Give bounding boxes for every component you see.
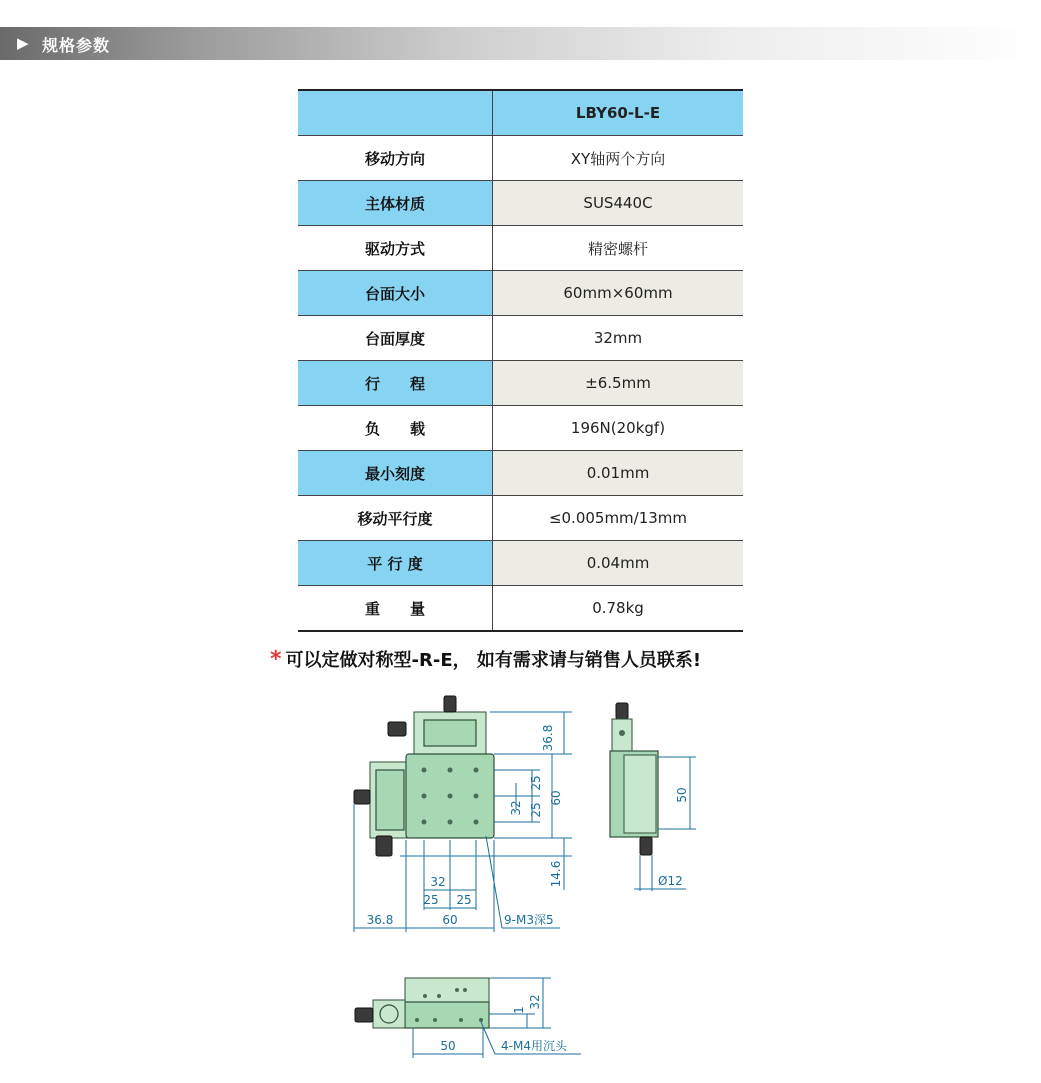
dim-32-right: 32	[509, 800, 523, 816]
row-value: ≤0.005mm/13mm	[493, 496, 744, 541]
model-name: LBY60-L-E	[493, 90, 744, 136]
row-label: 驱动方式	[298, 226, 493, 271]
row-label: 平 行 度	[298, 541, 493, 586]
row-label: 重 量	[298, 586, 493, 632]
front-view-drawing	[345, 970, 615, 1065]
table-row	[298, 226, 743, 271]
dim-25-bottom-left: 25	[423, 893, 439, 907]
side-knob-icon	[388, 722, 406, 736]
table-row	[298, 271, 743, 316]
row-value: 0.01mm	[493, 451, 744, 496]
row-value: 32mm	[493, 316, 744, 361]
row-value: SUS440C	[493, 181, 744, 226]
holes-callout: 9-M3深5	[504, 913, 554, 927]
table-header-row	[298, 90, 743, 136]
dim-14-6: 14.6	[549, 860, 563, 888]
table-row	[298, 316, 743, 361]
table-row	[298, 496, 743, 541]
spec-table	[298, 89, 743, 632]
left-knob-icon	[354, 790, 370, 804]
table-row	[298, 541, 743, 586]
table-row	[298, 451, 743, 496]
front-upper-slide	[405, 978, 489, 1002]
table-row	[298, 586, 743, 632]
dim-32-front: 32	[528, 994, 542, 1010]
dim-32-bottom: 32	[430, 875, 446, 889]
dim-60-bottom: 60	[442, 913, 458, 927]
row-label: 主体材质	[298, 181, 493, 226]
row-label: 行 程	[298, 361, 493, 406]
table-row	[298, 406, 743, 451]
row-value: XY轴两个方向	[493, 136, 744, 181]
table-row	[298, 136, 743, 181]
dim-36-8-left: 36.8	[366, 913, 394, 927]
row-label: 移动平行度	[298, 496, 493, 541]
row-label: 最小刻度	[298, 451, 493, 496]
dim-60-right: 60	[549, 790, 563, 806]
side-top-knob-icon	[616, 703, 628, 719]
side-plate	[624, 755, 656, 833]
table-row	[298, 181, 743, 226]
front-left-housing	[373, 1000, 405, 1028]
section-header	[0, 27, 1041, 60]
row-value: 60mm×60mm	[493, 271, 744, 316]
dim-diameter-12: Ø12	[658, 874, 683, 888]
header-empty-cell	[298, 90, 493, 136]
row-value: 精密螺杆	[493, 226, 744, 271]
dim-25-right-top: 25	[529, 775, 543, 791]
star-icon: *	[270, 647, 282, 672]
dim-50-side: 50	[675, 787, 689, 803]
row-label: 移动方向	[298, 136, 493, 181]
row-value: ±6.5mm	[493, 361, 744, 406]
dim-25-bottom-right: 25	[456, 893, 472, 907]
dim-1-front: 1	[512, 1006, 526, 1014]
bottom-knob-icon	[376, 836, 392, 856]
custom-order-note	[270, 646, 701, 672]
row-label: 台面厚度	[298, 316, 493, 361]
top-view-drawing	[340, 690, 600, 940]
front-lower-slide	[405, 1002, 489, 1028]
note-text: 可以定做对称型-R-E， 如有需求请与销售人员联系!	[285, 650, 702, 671]
top-knob-icon	[444, 696, 456, 712]
dim-50-front: 50	[440, 1039, 456, 1053]
dim-36-8-top: 36.8	[541, 724, 555, 752]
row-value: 196N(20kgf)	[493, 406, 744, 451]
section-title: 规格参数	[42, 36, 111, 55]
front-knob-icon	[355, 1008, 373, 1022]
table-row	[298, 361, 743, 406]
row-value: 0.04mm	[493, 541, 744, 586]
triangle-icon: ▶	[17, 34, 29, 52]
row-label: 台面大小	[298, 271, 493, 316]
row-value: 0.78kg	[493, 586, 744, 632]
dim-25-right-bottom: 25	[529, 802, 543, 818]
front-callout: 4-M4用沉头	[501, 1039, 567, 1053]
row-label: 负 载	[298, 406, 493, 451]
left-drive-block	[376, 770, 404, 830]
top-drive-block	[424, 720, 476, 746]
side-view-drawing	[600, 695, 710, 895]
side-bottom-knob-icon	[640, 837, 652, 855]
